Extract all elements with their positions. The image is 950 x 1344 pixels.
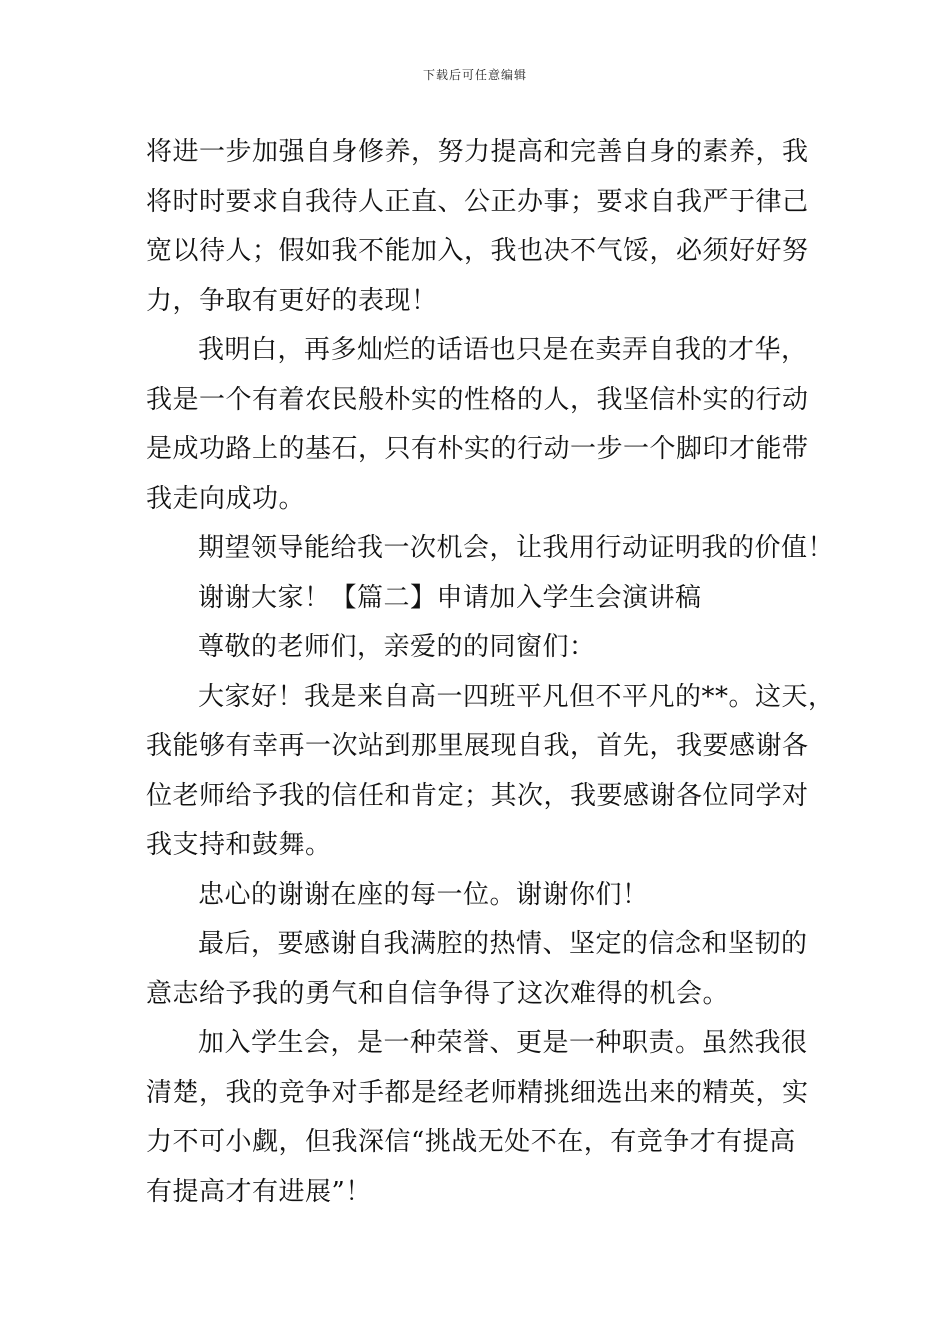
text-line: 我明白，再多灿烂的话语也只是在卖弄自我的才华， (198, 335, 808, 365)
text-line: 尊敬的老师们，亲爱的的同窗们： (198, 632, 596, 662)
text-line: 清楚，我的竞争对手都是经老师精挑细选出来的精英，实 (146, 1077, 809, 1108)
text-line: 将时时要求自我待人正直、公正办事；要求自我严于律己 (146, 186, 809, 217)
text-line: 加入学生会，是一种荣誉、更是一种职责。虽然我很 (198, 1028, 808, 1058)
text-line: 位老师给予我的信任和肯定；其次，我要感谢各位同学对 (146, 780, 809, 811)
text-line: 谢谢大家！【篇二】申请加入学生会演讲稿 (198, 582, 702, 613)
text-line: 有提高才有进展”！ (146, 1176, 372, 1207)
page-header: 下载后可任意编辑 (422, 68, 527, 82)
text-line: 大家好！我是来自高一四班平凡但不平凡的**。这天， (198, 681, 835, 712)
text-line: 我能够有幸再一次站到那里展现自我，首先，我要感谢各 (146, 731, 809, 761)
text-line: 是成功路上的基石，只有朴实的行动一步一个脚印才能带 (146, 434, 809, 464)
text-line: 我支持和鼓舞。 (146, 830, 332, 860)
text-line: 将进一步加强自身修养，努力提高和完善自身的素养，我 (146, 137, 809, 167)
document-body (146, 128, 836, 1217)
text-line: 宽以待人；假如我不能加入，我也决不气馁，必须好好努 (146, 236, 809, 266)
text-line: 忠心的谢谢在座的每一位。谢谢你们！ (198, 879, 649, 910)
text-line: 最后，要感谢自我满腔的热情、坚定的信念和坚韧的 (198, 929, 808, 959)
text-line: 意志给予我的勇气和自信争得了这次难得的机会。 (146, 978, 730, 1009)
text-line: 期望领导能给我一次机会，让我用行动证明我的价值！ (198, 533, 835, 563)
text-line: 我是一个有着农民般朴实的性格的人，我坚信朴实的行动 (146, 384, 809, 415)
text-line: 力，争取有更好的表现！ (146, 285, 438, 316)
text-line: 力不可小觑，但我深信“挑战无处不在，有竞争才有提高 (146, 1127, 796, 1157)
text-line: 我走向成功。 (146, 483, 306, 514)
